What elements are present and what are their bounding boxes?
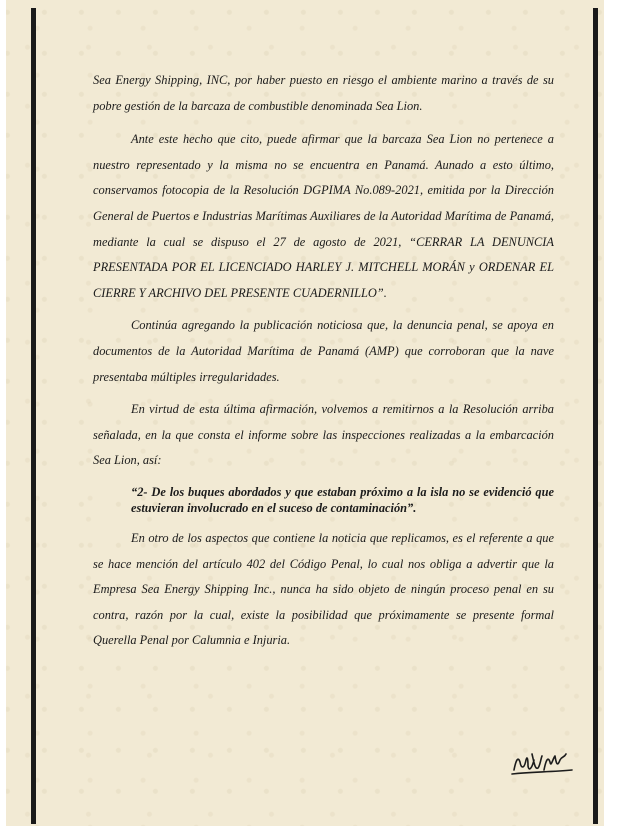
scan-edge-left: [0, 0, 6, 826]
scan-edge-right: [604, 0, 628, 826]
paragraph-2: Ante este hecho que cito, puede afirmar que la barcaza Sea Lion no pertenece a nuestro representado y la misma no se encuentra en Panamá. Aunado a esto último, conservamos fotocopia de la Resolución DGPIMA No.089-2021, emitida por la Dirección General de Puertos e Industrias Marítimas Auxiliares de la Autoridad Marítima de Panamá, mediante la cual se dispuso el 27 de agosto de 2021, “CERRAR LA DENUNCIA PRESENTADA POR EL LICENCIADO HARLEY J. MITCHELL MORÁN y ORDENAR EL CIERRE Y ARCHIVO DEL PRESENTE CUADERNILLO”.: [93, 132, 554, 300]
document-body: [93, 68, 554, 654]
left-margin-bar: [31, 8, 36, 824]
paragraph-1: Sea Energy Shipping, INC, por haber puesto en riesgo el ambiente marino a través de su pobre gestión de la barcaza de combustible denominada Sea Lion.: [93, 73, 554, 113]
paragraph-3: Continúa agregando la publicación noticiosa que, la denuncia penal, se apoya en documentos de la Autoridad Marítima de Panamá (AMP) que corroboran que la nave presentaba múltiples irregularidades.: [93, 318, 554, 384]
quoted-resolution: “2- De los buques abordados y que estaban próximo a la isla no se evidenció que estuvieran involucrado en el suceso de contaminación”.: [131, 484, 554, 515]
right-margin-bar: [593, 8, 598, 824]
paragraph-5: En otro de los aspectos que contiene la noticia que replicamos, es el referente a que se hace mención del artículo 402 del Código Penal, lo cual nos obliga a advertir que la Empresa Sea Energy Shipping Inc., nunca ha sido objeto de ningún proceso penal en su contra, razón por la cual, existe la posibilidad que próximamente se presente formal Querella Penal por Calumnia e Injuria.: [93, 530, 554, 648]
signature-initials: [510, 748, 574, 778]
paragraph-4: En virtud de esta última afirmación, volvemos a remitirnos a la Resolución arriba señalada, en la que consta el informe sobre las inspecciones realizadas a la embarcación Sea Lion, así:: [93, 402, 554, 468]
